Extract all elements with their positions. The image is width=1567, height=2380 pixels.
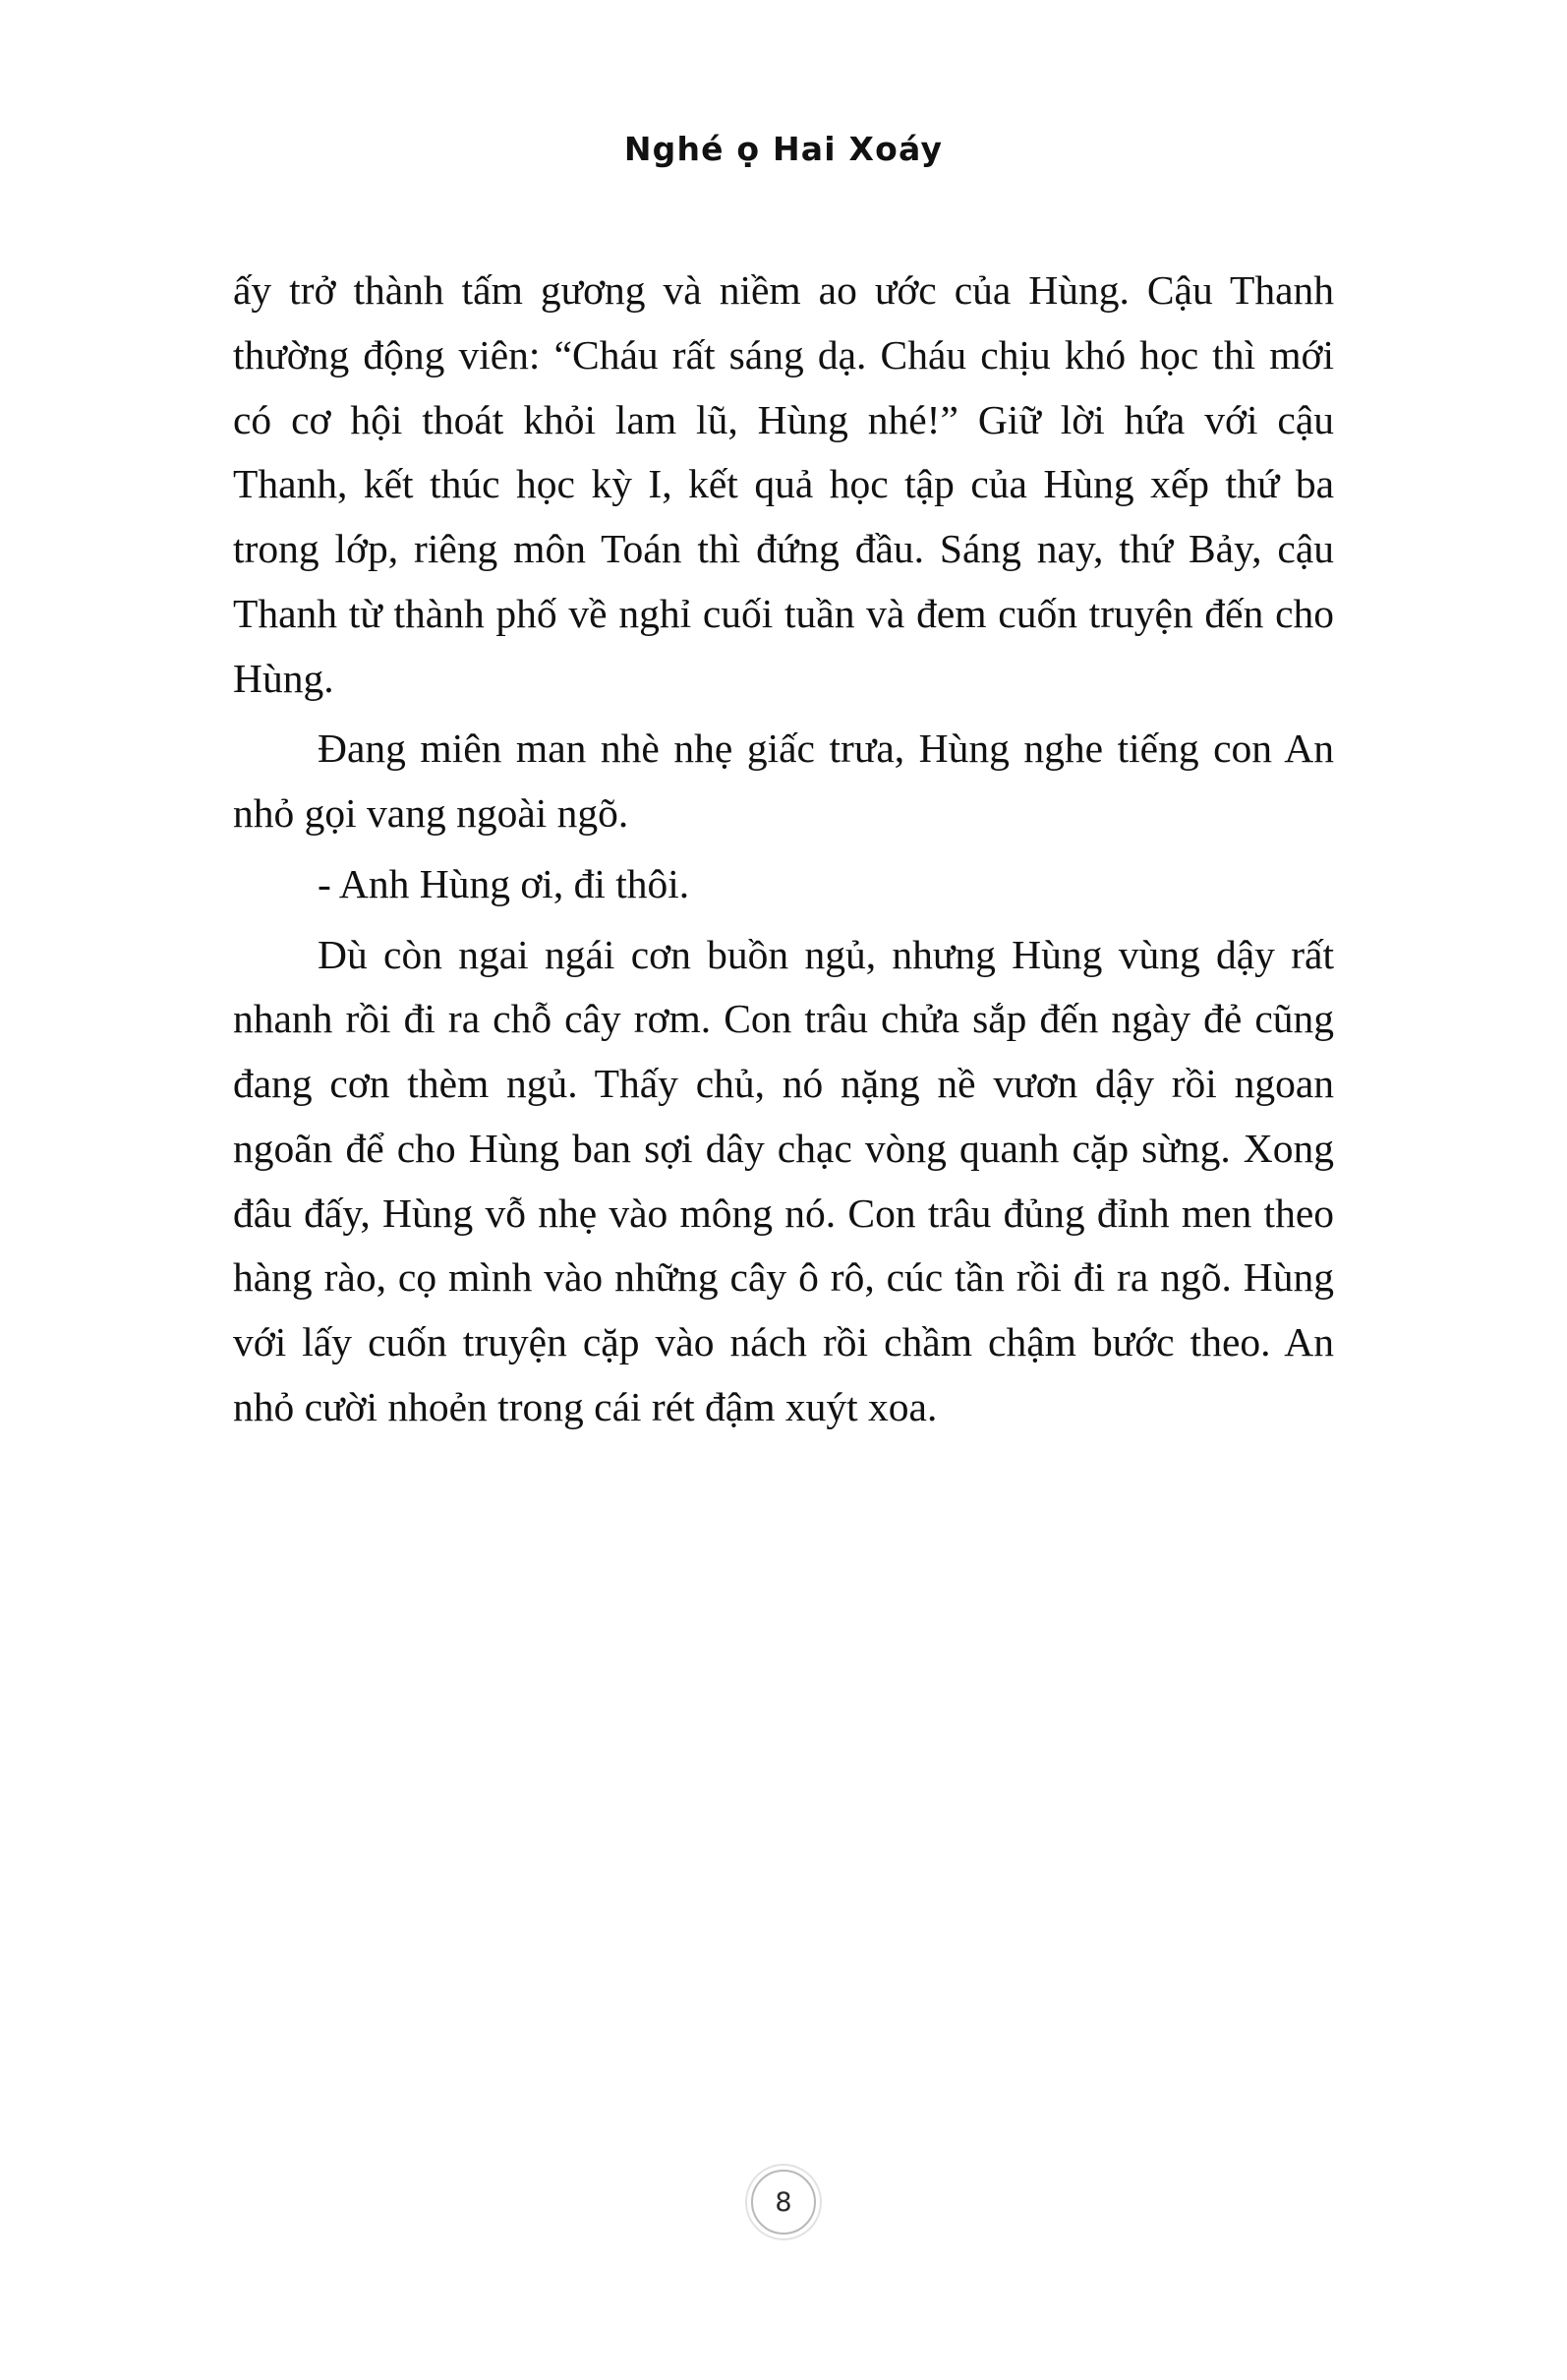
paragraph: ấy trở thành tấm gương và niềm ao ước của Hùng. Cậu Thanh thường động viên: “Cháu rất sáng dạ. Cháu chịu khó học thì mới có cơ hội thoát khỏi lam lũ, Hùng nhé!” Giữ lời hứa với cậu Thanh, kết thúc học kỳ I, kết quả học tập của Hùng xếp thứ ba trong lớp, riêng môn Toán thì đứng đầu. Sáng nay, thứ Bảy, cậu Thanh từ thành phố về nghỉ cuối tuần và đem cuốn truyện đến cho Hùng. [233, 267, 1334, 701]
body-text-column [233, 259, 1334, 1440]
paragraph: Dù còn ngai ngái cơn buồn ngủ, nhưng Hùng vùng dậy rất nhanh rồi đi ra chỗ cây rơm. Con trâu chửa sắp đến ngày đẻ cũng đang cơn thèm ngủ. Thấy chủ, nó nặng nề vươn dậy rồi ngoan ngoãn để cho Hùng ban sợi dây chạc vòng quanh cặp sừng. Xong đâu đấy, Hùng vỗ nhẹ vào mông nó. Con trâu đủng đỉnh men theo hàng rào, cọ mình vào những cây ô rô, cúc tần rồi đi ra ngõ. Hùng với lấy cuốn truyện cặp vào nách rồi chầm chậm bước theo. An nhỏ cười nhoẻn trong cái rét đậm xuýt xoa. [233, 931, 1334, 1430]
page-number-area [0, 2170, 1567, 2235]
paragraph: Đang miên man nhè nhẹ giấc trưa, Hùng nghe tiếng con An nhỏ gọi vang ngoài ngõ. [233, 726, 1334, 837]
running-head: Nghé ọ Hai Xoáy [623, 130, 944, 168]
page-number: 8 [751, 2170, 816, 2235]
paragraph-dialogue: - Anh Hùng ơi, đi thôi. [318, 860, 690, 906]
